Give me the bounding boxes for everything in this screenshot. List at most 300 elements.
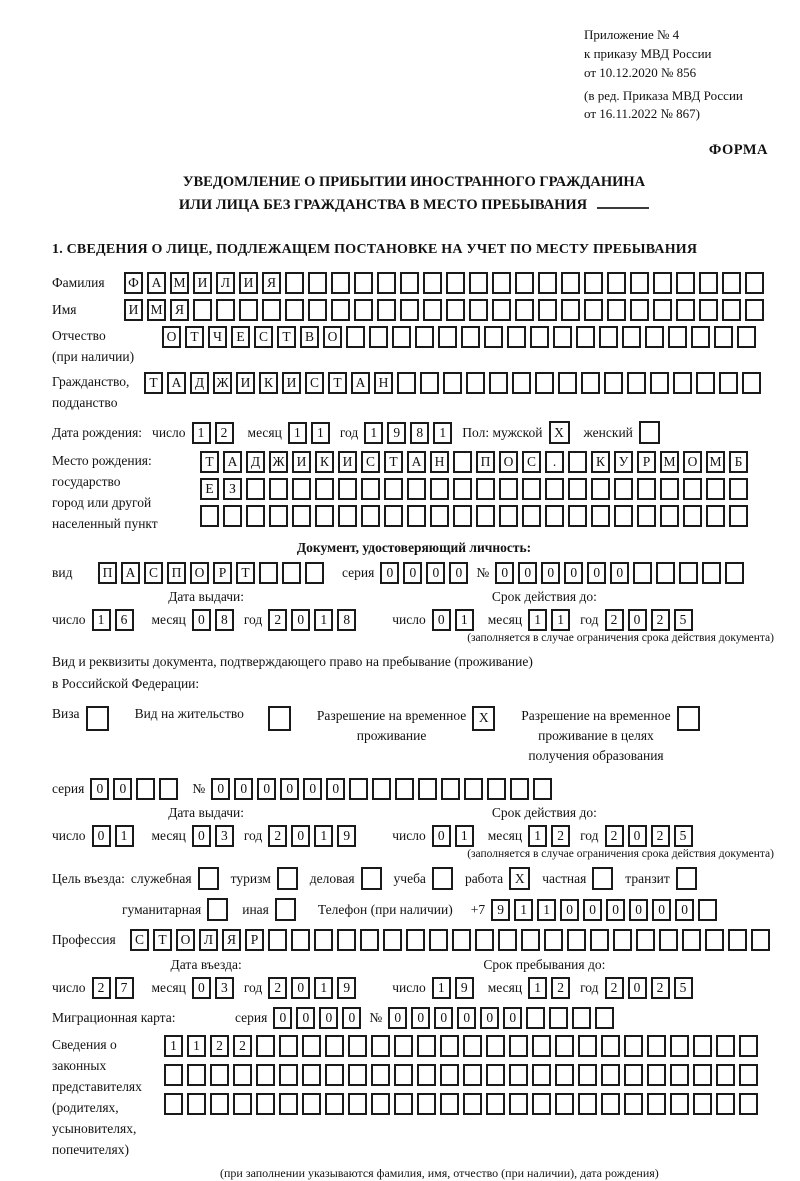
char-box bbox=[484, 326, 503, 348]
char-box: Я bbox=[170, 299, 189, 321]
char-box bbox=[315, 478, 334, 500]
purpose-other-checkbox bbox=[275, 898, 300, 921]
char-box: 0 bbox=[291, 609, 310, 631]
char-box: К bbox=[259, 372, 278, 394]
birth-year-boxes bbox=[364, 422, 456, 444]
char-box bbox=[530, 326, 549, 348]
char-box: 1 bbox=[433, 422, 452, 444]
char-box bbox=[308, 272, 327, 294]
char-box bbox=[637, 505, 656, 527]
char-box: Е bbox=[200, 478, 219, 500]
char-box bbox=[716, 1035, 735, 1057]
char-box: 0 bbox=[518, 562, 537, 584]
residence-doc-text1: Вид и реквизиты документа, подтверждающего право на пребывание (проживание) bbox=[52, 653, 533, 669]
char-box bbox=[545, 478, 564, 500]
char-box bbox=[187, 1093, 206, 1115]
char-box: 0 bbox=[291, 977, 310, 999]
char-box: 0 bbox=[211, 778, 230, 800]
purpose-other-label: иная bbox=[242, 901, 269, 917]
char-box bbox=[699, 272, 718, 294]
char-box bbox=[656, 562, 675, 584]
char-box: 0 bbox=[113, 778, 132, 800]
char-box: 1 bbox=[314, 609, 333, 631]
doc-valid-heading: Срок действия до: bbox=[491, 588, 597, 604]
doc-issue-heading: Дата выдачи: bbox=[168, 588, 245, 604]
char-box: 1 bbox=[528, 825, 547, 847]
char-box bbox=[285, 272, 304, 294]
id-doc-heading: Документ, удостоверяющий личность: bbox=[296, 539, 532, 555]
char-box: 0 bbox=[342, 1007, 361, 1029]
char-box: Т bbox=[277, 326, 296, 348]
revision-line: (в ред. Приказа МВД России bbox=[584, 87, 743, 103]
char-box bbox=[487, 778, 506, 800]
char-box bbox=[348, 1064, 367, 1086]
temp-residence-edu-checkbox bbox=[677, 706, 704, 731]
char-box: С bbox=[254, 326, 273, 348]
char-box bbox=[198, 867, 219, 890]
char-box: Б bbox=[729, 451, 748, 473]
entry-date-heading: Дата въезда: bbox=[170, 957, 242, 973]
char-box: О bbox=[683, 451, 702, 473]
char-box: М bbox=[147, 299, 166, 321]
char-box: Н bbox=[374, 372, 393, 394]
doc-type-label: вид bbox=[52, 564, 73, 580]
char-box bbox=[338, 505, 357, 527]
char-box bbox=[246, 505, 265, 527]
char-box bbox=[607, 272, 626, 294]
temp-residence-edu-option bbox=[521, 706, 703, 767]
char-box: К bbox=[591, 451, 610, 473]
char-box: Ж bbox=[213, 372, 232, 394]
char-box bbox=[751, 929, 770, 951]
purpose-work-label: работа bbox=[464, 870, 504, 886]
char-box bbox=[453, 505, 472, 527]
char-box bbox=[558, 372, 577, 394]
char-box: 1 bbox=[528, 977, 547, 999]
char-box: О bbox=[162, 326, 181, 348]
char-box bbox=[716, 1064, 735, 1086]
char-box bbox=[745, 299, 764, 321]
surname-row bbox=[52, 272, 776, 294]
purpose-private-label: частная bbox=[542, 870, 587, 886]
char-box bbox=[498, 929, 517, 951]
char-box: Л bbox=[199, 929, 218, 951]
char-box bbox=[210, 1093, 229, 1115]
permit-issue-month-boxes bbox=[192, 825, 238, 847]
char-box: 1 bbox=[164, 1035, 183, 1057]
char-box: 2 bbox=[605, 825, 624, 847]
char-box: И bbox=[124, 299, 143, 321]
char-box: 0 bbox=[303, 778, 322, 800]
permit-valid-year-boxes bbox=[605, 825, 697, 847]
char-box bbox=[604, 372, 623, 394]
patronymic-label: Отчество (при наличии) bbox=[52, 327, 135, 364]
purpose-study-checkbox bbox=[432, 867, 457, 890]
char-box: 0 bbox=[432, 825, 451, 847]
char-box: Л bbox=[216, 272, 235, 294]
char-box: 1 bbox=[311, 422, 330, 444]
profession-boxes bbox=[130, 929, 774, 951]
char-box bbox=[371, 1093, 390, 1115]
purpose-work-checkbox bbox=[509, 867, 534, 890]
char-box bbox=[670, 1064, 689, 1086]
char-box bbox=[292, 505, 311, 527]
purpose-official-label: служебная bbox=[130, 870, 192, 886]
char-box bbox=[745, 272, 764, 294]
char-box bbox=[653, 299, 672, 321]
char-box bbox=[639, 421, 660, 444]
char-box bbox=[614, 505, 633, 527]
residence-permit-label: Вид на жительство bbox=[134, 705, 244, 721]
char-box bbox=[86, 706, 109, 731]
doc-valid-note: (заполняется в случае ограничения срока действия документа) bbox=[467, 631, 774, 644]
char-box bbox=[486, 1064, 505, 1086]
char-box bbox=[371, 1035, 390, 1057]
char-box bbox=[233, 1093, 252, 1115]
char-box bbox=[187, 1064, 206, 1086]
char-box bbox=[561, 299, 580, 321]
char-box bbox=[331, 272, 350, 294]
visa-label: Виза bbox=[52, 705, 80, 721]
char-box: 0 bbox=[403, 562, 422, 584]
char-box bbox=[423, 299, 442, 321]
char-box: Н bbox=[430, 451, 449, 473]
doc-valid-day-boxes bbox=[432, 609, 478, 631]
birth-year-label: год bbox=[339, 424, 359, 440]
form-title-line2: ИЛИ ЛИЦА БЕЗ ГРАЖДАНСТВА В МЕСТО ПРЕБЫВАНИЯ bbox=[52, 194, 776, 217]
char-box bbox=[256, 1093, 275, 1115]
char-box bbox=[233, 1064, 252, 1086]
char-box: 1 bbox=[551, 609, 570, 631]
char-box bbox=[407, 478, 426, 500]
stay-month-boxes bbox=[528, 977, 574, 999]
char-box: 2 bbox=[268, 609, 287, 631]
char-box: И bbox=[236, 372, 255, 394]
char-box: 0 bbox=[388, 1007, 407, 1029]
char-box: X bbox=[549, 421, 570, 444]
char-box: 2 bbox=[651, 609, 670, 631]
char-box bbox=[282, 562, 301, 584]
sex-female-checkbox bbox=[639, 421, 664, 444]
char-box bbox=[486, 1093, 505, 1115]
char-box bbox=[164, 1093, 183, 1115]
birth-month-label: месяц bbox=[247, 424, 282, 440]
char-box bbox=[268, 706, 291, 731]
char-box: А bbox=[121, 562, 140, 584]
appendix-line: к приказу МВД России bbox=[584, 45, 712, 61]
char-box bbox=[417, 1064, 436, 1086]
char-box: И bbox=[282, 372, 301, 394]
char-box bbox=[601, 1093, 620, 1115]
char-box: 1 bbox=[314, 825, 333, 847]
char-box bbox=[509, 1035, 528, 1057]
char-box: А bbox=[407, 451, 426, 473]
char-box bbox=[742, 372, 761, 394]
char-box bbox=[737, 326, 756, 348]
citizenship-label: Гражданство, подданство bbox=[52, 374, 130, 411]
char-box: С bbox=[361, 451, 380, 473]
char-box bbox=[361, 478, 380, 500]
representatives-note: (при заполнении указываются фамилия, имя, отчество (при наличии), дата рождения) bbox=[220, 1165, 659, 1180]
birthplace-row3-boxes bbox=[200, 505, 752, 527]
char-box: 3 bbox=[215, 977, 234, 999]
char-box: 0 bbox=[411, 1007, 430, 1029]
permit-series-label: серия bbox=[52, 781, 85, 797]
char-box: 0 bbox=[234, 778, 253, 800]
char-box bbox=[279, 1064, 298, 1086]
doc-issue-year-boxes bbox=[268, 609, 360, 631]
char-box: О bbox=[190, 562, 209, 584]
char-box: 5 bbox=[674, 825, 693, 847]
char-box bbox=[372, 778, 391, 800]
doc-dates-block bbox=[52, 589, 776, 631]
char-box: 8 bbox=[337, 609, 356, 631]
char-box bbox=[446, 299, 465, 321]
char-box: 9 bbox=[491, 899, 510, 921]
char-box: 2 bbox=[551, 825, 570, 847]
char-box bbox=[430, 505, 449, 527]
char-box bbox=[660, 478, 679, 500]
char-box bbox=[430, 478, 449, 500]
char-box: 9 bbox=[337, 825, 356, 847]
char-box bbox=[223, 505, 242, 527]
temp-residence-label: Разрешение на временное проживание bbox=[316, 707, 467, 743]
entry-month-boxes bbox=[192, 977, 238, 999]
char-box bbox=[624, 1093, 643, 1115]
char-box bbox=[136, 778, 155, 800]
permit-dates-block bbox=[52, 805, 776, 847]
char-box bbox=[509, 1064, 528, 1086]
char-box bbox=[647, 1035, 666, 1057]
char-box: 1 bbox=[288, 422, 307, 444]
migration-card-label: Миграционная карта: bbox=[52, 1010, 176, 1026]
char-box bbox=[302, 1035, 321, 1057]
char-box: Т bbox=[185, 326, 204, 348]
entry-year-boxes bbox=[268, 977, 360, 999]
char-box: 0 bbox=[319, 1007, 338, 1029]
purpose-business-checkbox bbox=[361, 867, 386, 890]
char-box: 1 bbox=[115, 825, 134, 847]
citizenship-boxes bbox=[144, 372, 765, 394]
birthplace-box-rows bbox=[200, 451, 752, 532]
char-box bbox=[392, 326, 411, 348]
char-box: 1 bbox=[192, 422, 211, 444]
char-box: 8 bbox=[215, 609, 234, 631]
char-box bbox=[739, 1093, 758, 1115]
char-box: 7 bbox=[115, 977, 134, 999]
char-box bbox=[624, 1064, 643, 1086]
char-box: 0 bbox=[426, 562, 445, 584]
char-box bbox=[512, 372, 531, 394]
residence-doc-options bbox=[52, 706, 776, 767]
char-box bbox=[676, 867, 697, 890]
residence-permit-checkbox bbox=[268, 706, 295, 731]
char-box: 2 bbox=[210, 1035, 229, 1057]
appendix-line: Приложение № 4 bbox=[584, 27, 680, 42]
char-box: С bbox=[144, 562, 163, 584]
permit-valid-day-boxes bbox=[432, 825, 478, 847]
char-box bbox=[739, 1035, 758, 1057]
doc-valid-col: Срок действия до: число 0 1 месяц 1 1 год 2 0 2 5 bbox=[392, 589, 696, 631]
firstname-boxes bbox=[124, 299, 768, 321]
char-box bbox=[521, 929, 540, 951]
char-box bbox=[469, 299, 488, 321]
char-box: 2 bbox=[233, 1035, 252, 1057]
char-box bbox=[499, 478, 518, 500]
char-box bbox=[285, 299, 304, 321]
char-box bbox=[239, 299, 258, 321]
char-box bbox=[522, 505, 541, 527]
char-box: Р bbox=[637, 451, 656, 473]
char-box bbox=[650, 372, 669, 394]
char-box bbox=[601, 1035, 620, 1057]
permit-issue-col: Дата выдачи: число 0 1 месяц 0 3 год 2 0 1 9 bbox=[52, 805, 392, 847]
char-box bbox=[568, 478, 587, 500]
char-box bbox=[522, 478, 541, 500]
char-box bbox=[591, 478, 610, 500]
char-box bbox=[572, 1007, 591, 1029]
purpose-study-label: учеба bbox=[393, 870, 426, 886]
char-box: 0 bbox=[90, 778, 109, 800]
char-box bbox=[486, 1035, 505, 1057]
char-box bbox=[576, 326, 595, 348]
char-box bbox=[216, 299, 235, 321]
char-box bbox=[509, 1093, 528, 1115]
char-box bbox=[463, 1035, 482, 1057]
char-box bbox=[716, 1093, 735, 1115]
char-box: 2 bbox=[651, 977, 670, 999]
char-box bbox=[464, 778, 483, 800]
char-box bbox=[475, 929, 494, 951]
char-box bbox=[633, 562, 652, 584]
char-box bbox=[699, 299, 718, 321]
phone-prefix: +7 bbox=[470, 901, 486, 917]
char-box bbox=[647, 1093, 666, 1115]
doc-valid-year-boxes bbox=[605, 609, 697, 631]
char-box bbox=[395, 778, 414, 800]
char-box: 1 bbox=[187, 1035, 206, 1057]
char-box bbox=[361, 505, 380, 527]
char-box bbox=[354, 272, 373, 294]
char-box bbox=[581, 372, 600, 394]
char-box bbox=[302, 1093, 321, 1115]
birth-day-label: число bbox=[152, 424, 186, 440]
purpose-humanitarian-label: гуманитарная bbox=[122, 901, 202, 917]
char-box bbox=[526, 1007, 545, 1029]
id-doc-row bbox=[52, 562, 776, 584]
permit-valid-heading: Срок действия до: bbox=[491, 805, 597, 821]
representatives-group bbox=[52, 1035, 776, 1161]
birthplace-label: Место рождения: государство город или другой населенный пункт bbox=[52, 453, 158, 532]
char-box bbox=[729, 505, 748, 527]
birthplace-group bbox=[52, 451, 776, 535]
birthdate-row bbox=[52, 421, 776, 444]
char-box bbox=[538, 299, 557, 321]
char-box bbox=[420, 372, 439, 394]
entry-day-boxes bbox=[92, 977, 138, 999]
char-box bbox=[499, 505, 518, 527]
representatives-row3-boxes bbox=[164, 1093, 762, 1115]
char-box: 0 bbox=[457, 1007, 476, 1029]
char-box bbox=[682, 929, 701, 951]
char-box bbox=[269, 505, 288, 527]
char-box: 0 bbox=[629, 899, 648, 921]
birthplace-row1-boxes bbox=[200, 451, 752, 473]
char-box: Т bbox=[153, 929, 172, 951]
patronymic-row bbox=[52, 326, 776, 368]
char-box: А bbox=[351, 372, 370, 394]
visa-option bbox=[52, 706, 113, 731]
char-box: В bbox=[300, 326, 319, 348]
birth-month-boxes bbox=[288, 422, 334, 444]
char-box bbox=[601, 1064, 620, 1086]
char-box bbox=[705, 929, 724, 951]
char-box: . bbox=[545, 451, 564, 473]
purpose-row bbox=[52, 867, 776, 890]
char-box bbox=[417, 1035, 436, 1057]
char-box bbox=[415, 326, 434, 348]
char-box: У bbox=[614, 451, 633, 473]
permit-issue-day-boxes bbox=[92, 825, 138, 847]
char-box bbox=[440, 1035, 459, 1057]
char-box bbox=[348, 1093, 367, 1115]
char-box bbox=[728, 929, 747, 951]
temp-residence-edu-label: Разрешение на временное проживание в целях получения образования bbox=[521, 707, 671, 763]
purpose-label: Цель въезда: bbox=[52, 870, 125, 886]
char-box bbox=[515, 272, 534, 294]
char-box bbox=[510, 778, 529, 800]
char-box bbox=[200, 505, 219, 527]
char-box: 1 bbox=[455, 825, 474, 847]
char-box: 0 bbox=[296, 1007, 315, 1029]
char-box bbox=[492, 272, 511, 294]
char-box: 0 bbox=[257, 778, 276, 800]
section1-heading: 1. СВЕДЕНИЯ О ЛИЦЕ, ПОДЛЕЖАЩЕМ ПОСТАНОВКЕ НА УЧЕТ ПО МЕСТУ ПРЕБЫВАНИЯ bbox=[52, 241, 698, 257]
char-box: М bbox=[170, 272, 189, 294]
temp-residence-checkbox bbox=[472, 706, 499, 731]
char-box bbox=[279, 1093, 298, 1115]
char-box: 2 bbox=[215, 422, 234, 444]
char-box bbox=[693, 1035, 712, 1057]
char-box: 0 bbox=[628, 825, 647, 847]
char-box: 2 bbox=[92, 977, 111, 999]
char-box bbox=[429, 929, 448, 951]
char-box: И bbox=[292, 451, 311, 473]
char-box bbox=[722, 299, 741, 321]
char-box bbox=[423, 272, 442, 294]
char-box bbox=[729, 478, 748, 500]
char-box bbox=[691, 326, 710, 348]
char-box bbox=[338, 478, 357, 500]
char-box bbox=[443, 372, 462, 394]
char-box: К bbox=[315, 451, 334, 473]
char-box bbox=[394, 1064, 413, 1086]
char-box bbox=[676, 272, 695, 294]
char-box bbox=[463, 1064, 482, 1086]
char-box: 0 bbox=[628, 977, 647, 999]
char-box bbox=[400, 272, 419, 294]
char-box: С bbox=[522, 451, 541, 473]
char-box bbox=[369, 326, 388, 348]
char-box: 0 bbox=[92, 825, 111, 847]
char-box: 0 bbox=[449, 562, 468, 584]
char-box: 9 bbox=[337, 977, 356, 999]
char-box bbox=[308, 299, 327, 321]
form-title bbox=[52, 171, 776, 217]
char-box: 1 bbox=[455, 609, 474, 631]
char-box bbox=[670, 1035, 689, 1057]
char-box bbox=[432, 867, 453, 890]
